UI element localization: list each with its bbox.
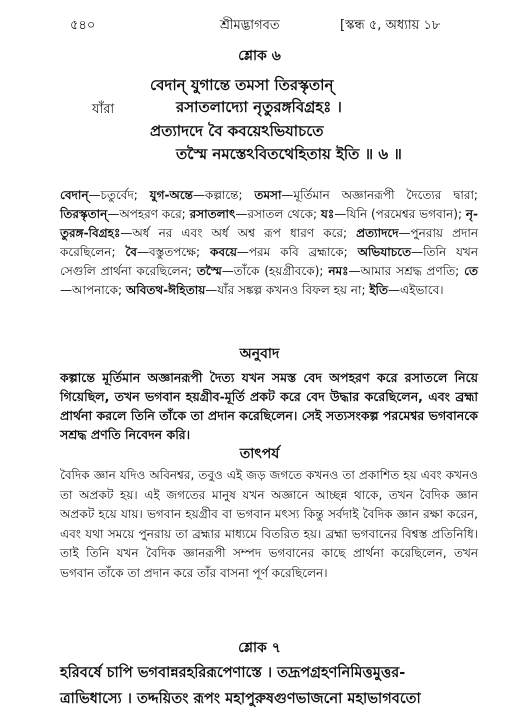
synonym-word: রসাতলাৎ [189,207,236,221]
margin-note: যাঁরা [92,102,115,117]
synonym-entry [369,283,443,297]
purport-text: বৈদিক জ্ঞান যদিও অবিনশ্বর, তবুও এই জড় জগতে কখনও তা প্রকাশিত হয় এবং কখনও তা অপ্রকট হয়। এই জগতের মানুষ যখন অজ্ঞানে আচ্ছন্ন থাকে, তখন বৈদিক জ্ঞান অপ্রকট হয়ে যায়। ভগবান হয়গ্রীব বা ভগবান মৎস্য কিন্তু সর্বদাই বৈদিক জ্ঞান রক্ষা করেন, এবং যথা সময়ে পুনরায় তা ব্রহ্মার মাধ্যমে বিতরিত হয়। ব্রহ্মা ভগবানের বিশ্বস্ত প্রতিনিধি। তাই তিনি যখন বৈদিক জ্ঞানরূপী সম্পদ ভগবানের কাছে প্রার্থনা করেছিলেন, তখন ভগবান তাঁকে তা প্রদান করে তাঁর বাসনা পূর্ণ করেছিলেন। [60,468,478,580]
purport-heading: তাৎপর্য [239,446,280,462]
synonym-entry [60,188,150,202]
synonym-word: ইতি [369,283,388,297]
synonym-word: তমসা [254,188,282,202]
verse-6-line-2: রসাতলাদ্যো নৃতুরঙ্গবিগ্রহঃ । [176,98,342,116]
synonym-entry [190,207,321,221]
verse-7-label: শ্লোক ৭ [238,640,281,656]
synonym-word: নৃ-তুরঙ্গ-বিগ্রহঃ [60,207,479,240]
synonym-meaning: —আপনাকে; [60,283,123,297]
synonym-meaning: —অর্ধ নর এবং অর্ধ অশ্ব রূপ ধারণ করে; [120,226,348,240]
synonym-word: যুগ-অন্তে [149,188,193,202]
synonym-word: প্রত্যাদদে [356,226,399,240]
synonym-meaning: —পরম কবি ব্রহ্মাকে; [236,245,348,259]
synonym-meaning: —তাঁকে (হয়গ্রীবকে); [221,264,324,278]
synonym-entry [60,207,190,221]
verse-7-line-1: হরিবর্ষে চাপি ভগবান্নরহরিরূপেণাস্তে । তদ্রূপগ্রহণনিমিত্তমুত্তর- [60,665,406,681]
synonym-word: কবয়ে [209,245,237,259]
book-title: শ্রীমদ্ভাগবত [220,18,280,33]
synonym-meaning: —অপহরণ করে; [107,207,186,221]
synonym-word: অভিযাচতে [357,245,412,259]
synonym-meaning: —কল্পান্তে; [192,188,243,202]
synonym-meaning: —পুনরায় প্রদান করেছিলেন; [60,226,478,259]
verse-7-line-2: ত্রাভিধাস্যে । তদ্দয়িতং রূপং মহাপুরুষগুণভাজনো মহাভাগবতো [60,691,421,707]
synonym-word: বৈ [125,245,137,259]
synonym-word: তস্মৈ [196,264,222,278]
synonym-entry [328,264,464,278]
synonym-meaning: —এইভাবে। [388,283,444,297]
chapter-reference: [স্কন্ধ ৫, অধ্যায় ১৮ [340,18,441,33]
word-for-word-synonyms [60,186,478,300]
synonym-word: অবিতথ-ঈহিতায় [125,283,206,297]
synonym-meaning: —যাঁর সঙ্কল্প কখনও বিফল হয় না; [205,283,366,297]
synonym-entry [254,188,478,202]
synonym-meaning: —যিনি (পরমেশ্বর ভগবান); [334,207,463,221]
verse-6-line-1: বেদান্ যুগান্তে তমসা তিরস্কৃতান্ [150,76,334,94]
verse-6-line-3: প্রত্যাদদে বৈ কবয়েঽভিযাচতে [150,122,324,140]
page-number: ৫৪০ [70,18,96,33]
verse-6-label: শ্লোক ৬ [238,48,281,64]
synonym-meaning: —চতুর্বেদ; [88,188,138,202]
synonym-word: তিরস্কৃতান্ [60,207,108,221]
synonym-entry [150,188,255,202]
synonym-entry [126,283,369,297]
translation-text: কল্পান্তে মূর্তিমান অজ্ঞানরূপী দৈত্য যখন সমস্ত বেদ অপহরণ করে রসাতলে নিয়ে গিয়েছিল, তখন ভগবান হয়গ্রীব-মূর্তি প্রকট করে বেদ উদ্ধার করেছিলেন, এবং ব্রহ্মা প্রার্থনা করলে তিনি তাঁকে তা প্রদান করেছিলেন। সেই সত্যসংকল্প পরমেশ্বর ভগবানকে সশ্রদ্ধ প্রণতি নিবেদন করি। [60,370,478,442]
verse-6-line-4: তস্মৈ নমস্তেঽবিতথেহিতায় ইতি ॥ ৬ ॥ [176,145,402,163]
synonym-meaning: —বস্তুতপক্ষে; [136,245,201,259]
synonym-entry [321,207,466,221]
synonym-word: যঃ [320,207,335,221]
translation-heading: অনুবাদ [239,346,280,362]
synonym-entry [197,264,329,278]
synonym-entry [210,245,358,259]
synonym-word: নমঃ [328,264,349,278]
synonym-meaning: —রসাতল থেকে; [235,207,318,221]
synonym-meaning: —তিনি যখন সেগুলি প্রার্থনা করেছিলেন; [60,245,478,278]
synonym-word: বেদান্ [60,188,89,202]
synonym-meaning: —মূর্তিমান অজ্ঞানরূপী দৈত্যের দ্বারা; [281,188,478,202]
synonym-meaning: —আমার সশ্রদ্ধ প্রণতি; [348,264,460,278]
synonym-entry [125,245,210,259]
synonym-word: তে [464,264,478,278]
